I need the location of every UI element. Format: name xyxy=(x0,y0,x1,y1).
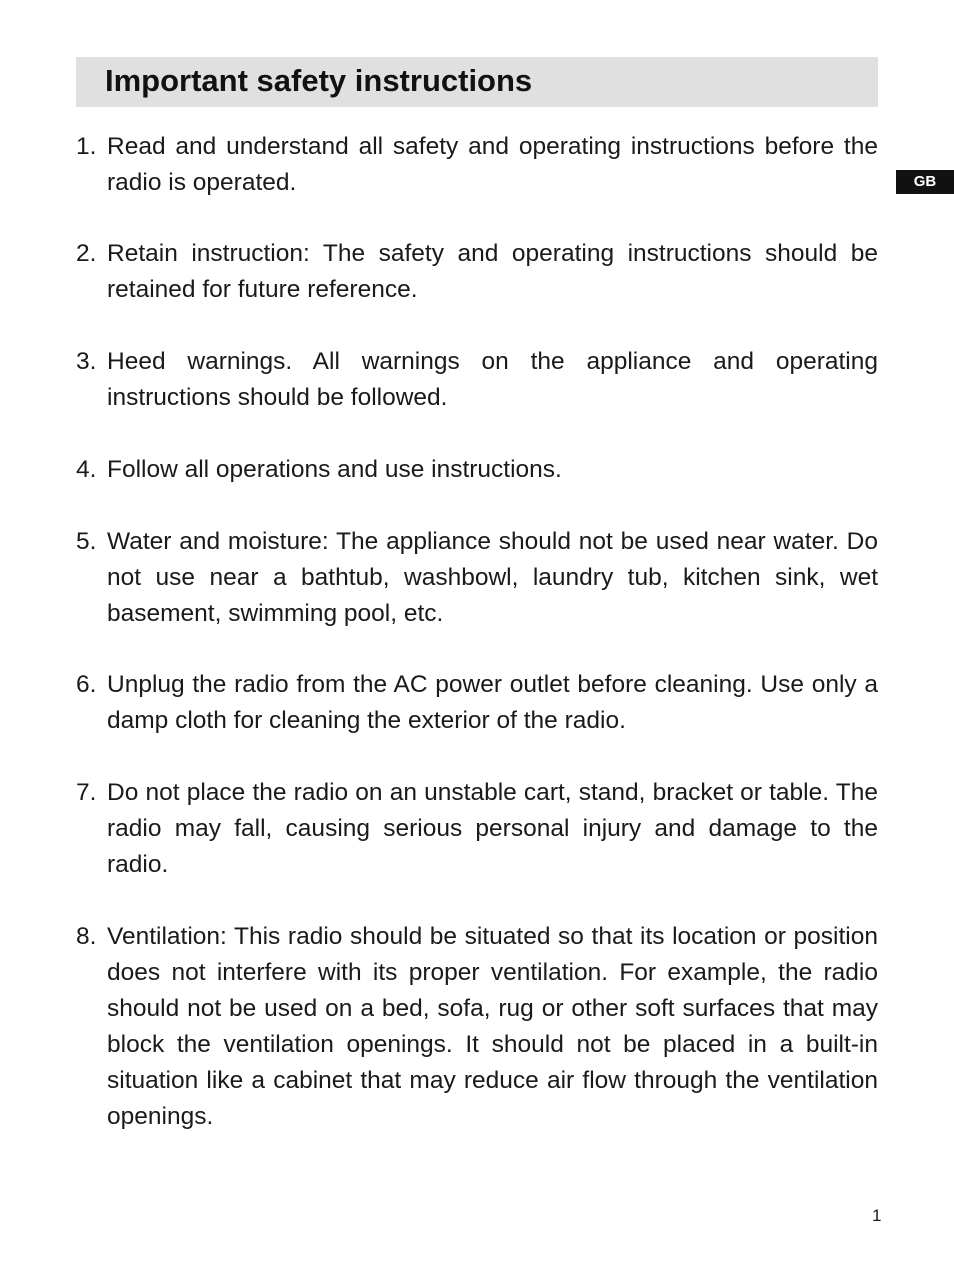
instruction-text: Do not place the radio on an unstable cart, stand, bracket or table. The radio may fall, causing serious personal injury and damage to the radio. xyxy=(107,779,878,878)
instruction-number: 7. xyxy=(76,779,97,806)
section-title-bar xyxy=(76,57,878,107)
instruction-number: 6. xyxy=(76,671,97,698)
page-number: 1 xyxy=(872,1206,882,1225)
instruction-number: 5. xyxy=(76,528,97,555)
instruction-item-3 xyxy=(76,344,878,416)
instruction-number: 1. xyxy=(76,133,97,160)
instruction-number: 4. xyxy=(76,456,97,483)
instruction-item-7 xyxy=(76,775,878,883)
instruction-number: 8. xyxy=(76,923,97,950)
instruction-item-1 xyxy=(76,129,878,201)
instruction-item-4 xyxy=(76,452,878,488)
instruction-number: 3. xyxy=(76,348,97,375)
instruction-item-6 xyxy=(76,667,878,739)
instruction-text: Water and moisture: The appliance should not be used near water. Do not use near a bathtub, washbowl, laundry tub, kitchen sink, wet basement, swimming pool, etc. xyxy=(107,528,878,627)
instruction-item-2 xyxy=(76,236,878,308)
instruction-text: Heed warnings. All warnings on the appliance and operating instructions should be followed. xyxy=(107,348,878,411)
instruction-item-8 xyxy=(76,919,878,1135)
instruction-text: Unplug the radio from the AC power outlet before cleaning. Use only a damp cloth for cleaning the exterior of the radio. xyxy=(107,671,878,734)
instruction-item-5 xyxy=(76,524,878,632)
page-title: Important safety instructions xyxy=(105,63,533,98)
instruction-text: Read and understand all safety and operating instructions before the radio is operated. xyxy=(107,133,878,196)
instruction-number: 2. xyxy=(76,240,97,267)
language-tab: GB xyxy=(896,170,954,194)
instruction-text: Follow all operations and use instructions. xyxy=(107,456,562,483)
instruction-text: Ventilation: This radio should be situated so that its location or position does not interfere with its proper ventilation. For example, the radio should not be used on a bed, sofa, rug or other soft surfaces that may block the ventilation openings. It should not be placed in a built-in situation like a cabinet that may reduce air flow through the ventilation openings. xyxy=(107,923,878,1130)
instruction-text: Retain instruction: The safety and operating instructions should be retained for future reference. xyxy=(107,240,878,303)
